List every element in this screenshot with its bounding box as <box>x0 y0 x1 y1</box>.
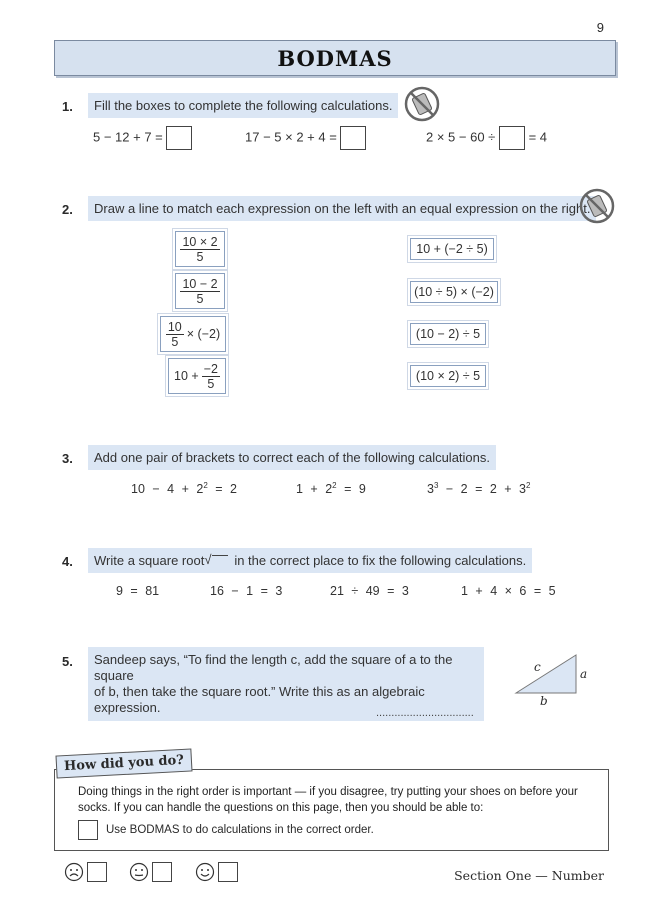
q3-eq3-middle: − 2 = 2 + 3 <box>445 482 527 497</box>
left-expression-2[interactable] <box>175 273 225 309</box>
numerator: 10 <box>167 319 182 334</box>
exponent: 3 <box>433 481 439 490</box>
q4-instruction-a: Write a square root <box>94 553 205 568</box>
addend: 10 + <box>174 369 199 383</box>
q1-calc-1 <box>93 126 192 150</box>
q3-eq2-left: 1 + 2 <box>296 482 333 497</box>
q1-calc-2 <box>245 126 366 150</box>
rating-neutral-checkbox[interactable] <box>152 862 172 882</box>
fraction <box>180 277 219 306</box>
q1-answer-box-3[interactable] <box>499 126 525 150</box>
how-did-you-do-tag: How did you do? <box>55 748 192 778</box>
fraction <box>166 320 184 349</box>
right-expression-4[interactable]: (10 × 2) ÷ 5 <box>410 365 486 387</box>
denominator: 5 <box>196 291 204 306</box>
exponent: 2 <box>526 481 531 490</box>
no-calculator-icon <box>404 86 440 122</box>
rating-sad <box>64 862 107 882</box>
q3-eq2-right: = 9 <box>344 482 366 497</box>
q2-instruction: Draw a line to match each expression on the left with an equal expression on the right. <box>88 196 596 221</box>
right-expression-3[interactable]: (10 − 2) ÷ 5 <box>410 323 486 345</box>
q4-instruction-b: in the correct place to fix the following calculations. <box>234 553 527 568</box>
left-expression-3[interactable] <box>160 316 226 352</box>
rating-happy-checkbox[interactable] <box>218 862 238 882</box>
q4-equation-2[interactable]: 16 − 1 = 3 <box>210 584 283 598</box>
q3-equation-1[interactable] <box>131 481 237 496</box>
q3-eq3-base: 3 <box>427 482 434 497</box>
q1-answer-box-2[interactable] <box>340 126 366 150</box>
q5-answer-line[interactable]: ................................ <box>376 707 474 719</box>
left-expression-4[interactable] <box>168 358 226 394</box>
left-expression-1[interactable] <box>175 231 225 267</box>
multiplier: × (−2) <box>186 327 221 341</box>
objective-checkbox[interactable] <box>78 820 98 840</box>
rating-neutral <box>129 862 172 882</box>
q3-equation-2[interactable] <box>296 481 366 496</box>
happy-face-icon <box>195 862 215 882</box>
q1-instruction: Fill the boxes to complete the following calculations. <box>88 93 398 118</box>
exponent: 2 <box>203 481 208 490</box>
denominator: 5 <box>196 249 204 264</box>
how-did-you-do-text: Doing things in the right order is important — if you disagree, try putting your shoes on before your socks. If you can handle the questions on this page, then you should be able to: <box>78 786 578 814</box>
q4-equation-3[interactable]: 21 ÷ 49 = 3 <box>330 584 409 598</box>
right-expression-1[interactable]: 10 + (−2 ÷ 5) <box>410 238 494 260</box>
q4-number: 4. <box>62 554 73 569</box>
no-calculator-icon <box>579 188 615 224</box>
page-number: 9 <box>596 20 604 35</box>
page-title: BODMAS <box>277 46 393 71</box>
q4-instruction <box>88 548 532 573</box>
rating-happy <box>195 862 238 882</box>
q3-number: 3. <box>62 451 73 466</box>
q1-calc-1-text: 5 − 12 + 7 = <box>93 129 163 145</box>
title-banner <box>54 40 616 76</box>
q5-number: 5. <box>62 654 73 669</box>
q1-calc-2-text: 17 − 5 × 2 + 4 = <box>245 129 337 145</box>
q1-calc-3-result: = 4 <box>528 129 547 145</box>
objective-row <box>78 820 374 840</box>
square-root-symbol <box>212 555 228 567</box>
numerator: −2 <box>203 361 218 376</box>
q3-eq1-right: = 2 <box>215 482 237 497</box>
label-c: c <box>534 660 541 674</box>
q4-equation-1[interactable]: 9 = 81 <box>116 584 160 598</box>
label-b: b <box>540 694 548 708</box>
q1-answer-box-1[interactable] <box>166 126 192 150</box>
denominator: 5 <box>171 334 179 349</box>
right-expression-2[interactable]: (10 ÷ 5) × (−2) <box>410 281 498 303</box>
objective-text: Use BODMAS to do calculations in the correct order. <box>106 824 374 836</box>
q3-eq1-left: 10 − 4 + 2 <box>131 482 204 497</box>
q3-equation-3[interactable] <box>427 481 530 496</box>
numerator: 10 × 2 <box>182 234 218 249</box>
section-footer: Section One — Number <box>454 868 604 883</box>
q1-calc-3-text: 2 × 5 − 60 ÷ <box>426 129 496 145</box>
neutral-face-icon <box>129 862 149 882</box>
q1-calc-3 <box>426 126 547 150</box>
sad-face-icon <box>64 862 84 882</box>
q4-equation-4[interactable]: 1 + 4 × 6 = 5 <box>461 584 556 598</box>
q5-line-1: Sandeep says, “To find the length c, add the square of a to the square <box>94 652 453 683</box>
q2-number: 2. <box>62 202 73 217</box>
q5-line-2: of b, then take the square root.” Write this as an algebraic expression. <box>94 684 425 715</box>
label-a: a <box>580 667 588 681</box>
q1-number: 1. <box>62 99 73 114</box>
fraction <box>180 235 219 264</box>
numerator: 10 − 2 <box>182 276 218 291</box>
denominator: 5 <box>207 376 215 391</box>
rating-sad-checkbox[interactable] <box>87 862 107 882</box>
fraction <box>202 362 220 391</box>
exponent: 2 <box>332 481 337 490</box>
q3-instruction: Add one pair of brackets to correct each of the following calculations. <box>88 445 496 470</box>
